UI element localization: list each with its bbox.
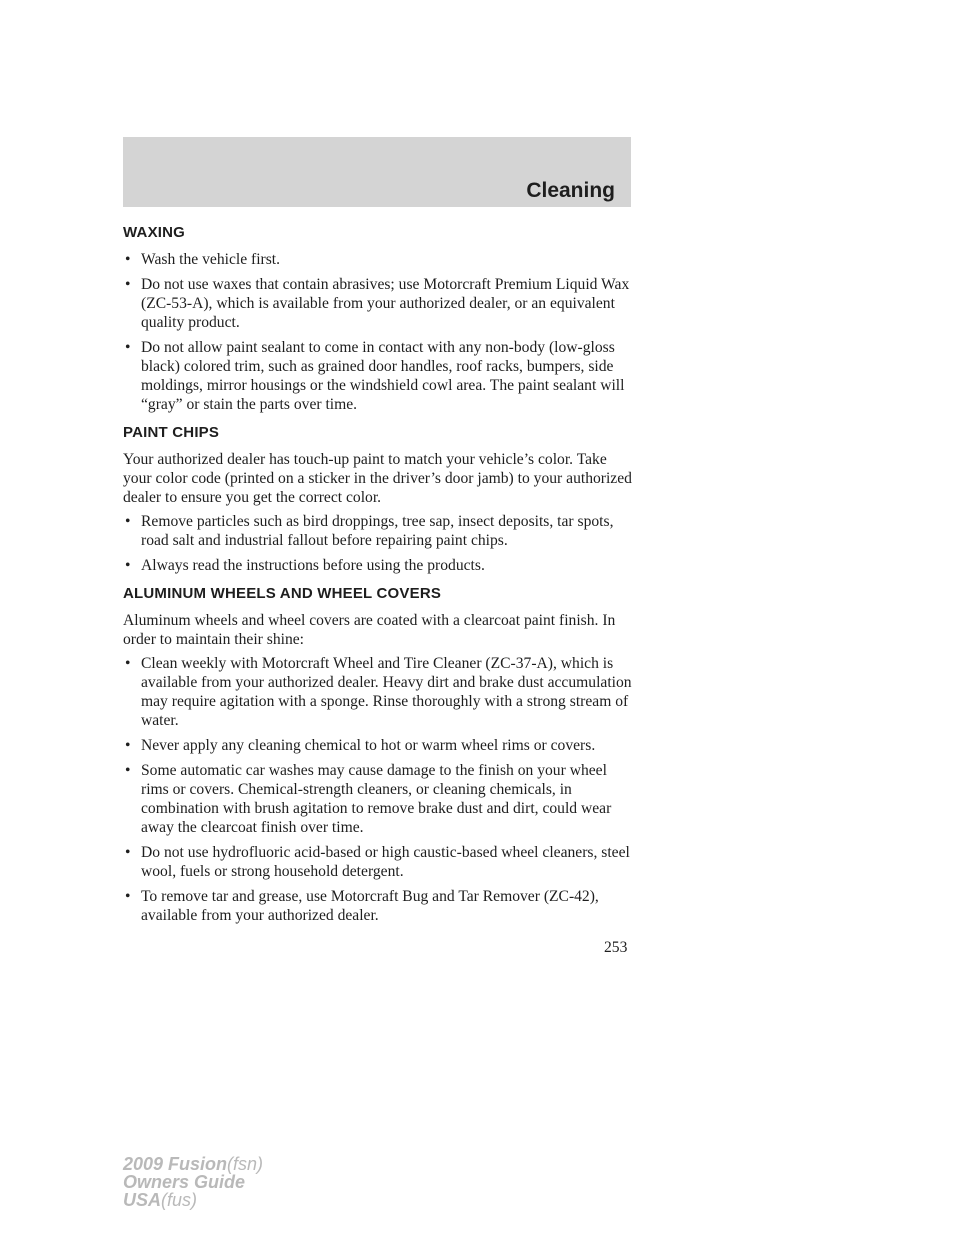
footer-model-code: (fsn) [227,1154,264,1174]
list-item [123,275,638,332]
list-item-text: Remove particles such as bird droppings, tree sap, insect deposits, tar spots, road salt and industrial fallout before repairing paint chips. [141,513,614,549]
page-number: 253 [604,939,628,956]
section-title: WAXING [123,224,186,241]
list-item [123,250,638,269]
bullet-list [123,250,638,414]
footer-line-guide [123,1173,263,1191]
footer-line-model [123,1155,263,1173]
footer-guide: Owners Guide [123,1172,246,1192]
list-item-text: Wash the vehicle first. [141,251,281,268]
list-item [123,556,638,575]
bullet-icon: • [125,339,131,356]
list-item-text: Do not use waxes that contain abrasives; use Motorcraft Premium Liquid Wax (ZC-53-A), which is available from your authorized dealer, or an equivalent quality product. [141,276,630,331]
header-band [123,137,631,207]
bullet-icon: • [125,844,131,861]
bullet-icon: • [125,762,131,779]
bullet-icon: • [125,737,131,754]
list-item-text: Do not allow paint sealant to come in contact with any non-body (low-gloss black) colored trim, such as grained door handles, roof racks, bumpers, side moldings, mirror housings or the windshield cowl area. The paint sealant will “gray” or stain the parts over time. [141,339,625,413]
bullet-icon: • [125,513,131,530]
list-item-text: Never apply any cleaning chemical to hot or warm wheel rims or covers. [141,737,596,754]
list-item [123,338,638,414]
list-item-text: Clean weekly with Motorcraft Wheel and Tire Cleaner (ZC-37-A), which is available from your authorized dealer. Heavy dirt and brake dust accumulation may require agitation with a sponge. Rinse thoroughly with a strong stream of water. [141,655,632,729]
list-item-text: Some automatic car washes may cause damage to the finish on your wheel rims or covers. Chemical-strength cleaners, or cleaning chemicals, in combination with brush agitation to remove brake dust and dirt, could wear away the clearcoat finish over time. [141,762,612,836]
list-item [123,654,638,730]
footer-model: 2009 Fusion [123,1154,228,1174]
footer-market-code: (fus) [161,1190,198,1210]
bullet-list [123,512,638,575]
list-item-text: Always read the instructions before using the products. [141,557,485,574]
list-item-text: Do not use hydrofluoric acid-based or high caustic-based wheel cleaners, steel wool, fuels or strong household detergent. [141,844,630,880]
section-paint-chips [123,422,638,575]
bullet-icon: • [125,888,131,905]
list-item [123,887,638,925]
bullet-icon: • [125,655,131,672]
footer-market: USA [123,1190,162,1210]
list-item [123,843,638,881]
chapter-title: Cleaning [526,179,615,202]
list-item-text: To remove tar and grease, use Motorcraft Bug and Tar Remover (ZC-42), available from your authorized dealer. [141,888,599,924]
section-title: ALUMINUM WHEELS AND WHEEL COVERS [123,585,442,602]
section-paragraph: Your authorized dealer has touch-up paint to match your vehicle’s color. Take your color code (printed on a sticker in the driver’s door jamb) to your authorized dealer to ensure you get the correct color. [123,451,632,506]
section-title: PAINT CHIPS [123,424,220,441]
section-paragraph: Aluminum wheels and wheel covers are coated with a clearcoat paint finish. In order to maintain their shine: [123,612,616,648]
page-content [123,222,638,931]
section-waxing [123,222,638,414]
list-item [123,761,638,837]
bullet-icon: • [125,276,131,293]
bullet-icon: • [125,557,131,574]
footer-line-market [123,1191,263,1209]
list-item [123,512,638,550]
bullet-icon: • [125,251,131,268]
footer-document-id [123,1155,263,1209]
bullet-list [123,654,638,925]
list-item [123,736,638,755]
section-aluminum-wheels [123,583,638,925]
